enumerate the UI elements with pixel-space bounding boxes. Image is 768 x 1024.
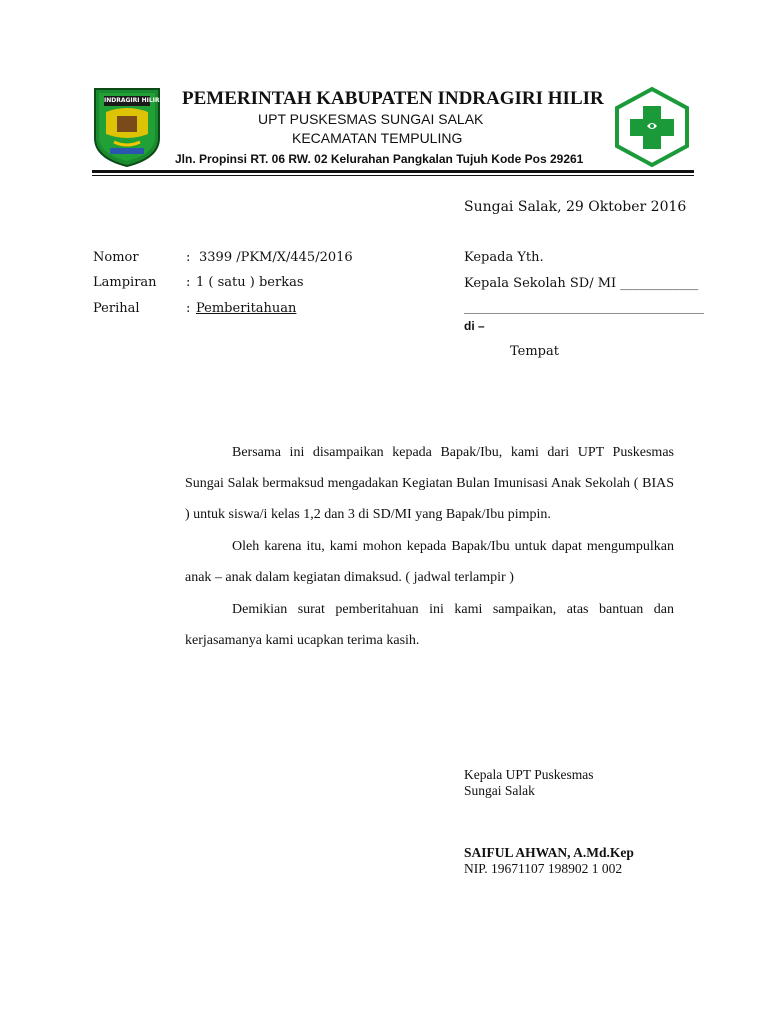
recipient-place: Tempat <box>510 344 559 359</box>
recipient-blank: ________________________________________ <box>464 300 704 314</box>
recipient-di: di – <box>464 319 485 333</box>
meta-value-perihal: Pemberitahuan <box>196 301 297 316</box>
recipient-greeting: Kepada Yth. <box>464 250 544 265</box>
body-paragraph-3: Demikian surat pemberitahuan ini kami sampaikan, atas bantuan dan kerjasamanya kami ucapkan terima kasih. <box>185 602 674 648</box>
signature-role-1: Kepala UPT Puskesmas <box>464 767 594 782</box>
letterhead-unit: UPT PUSKESMAS SUNGAI SALAK <box>258 111 484 127</box>
puskesmas-logo <box>614 86 690 168</box>
signature-name: SAIFUL AHWAN, A.Md.Kep <box>464 845 634 860</box>
body-paragraph-2: Oleh karena itu, kami mohon kepada Bapak/Ibu untuk dapat mengumpulkan anak – anak dalam kegiatan dimaksud. ( jadwal terlampir ) <box>185 539 674 585</box>
meta-label-nomor: Nomor <box>93 250 139 265</box>
meta-label-lampiran: Lampiran <box>93 275 157 290</box>
meta-colon: : <box>186 301 191 316</box>
letterhead-address: Jln. Propinsi RT. 06 RW. 02 Kelurahan Pangkalan Tujuh Kode Pos 29261 <box>175 152 584 166</box>
letterhead-title: PEMERINTAH KABUPATEN INDRAGIRI HILIR <box>182 88 604 109</box>
letterhead-district: KECAMATAN TEMPULING <box>292 130 463 146</box>
letter-date: Sungai Salak, 29 Oktober 2016 <box>464 199 687 215</box>
header-rule-thin <box>92 175 694 176</box>
recipient-title: Kepala Sekolah SD/ MI ____________ <box>464 276 699 291</box>
meta-value-nomor: 3399 /PKM/X/445/2016 <box>199 250 353 265</box>
meta-colon: : <box>186 250 191 265</box>
body-paragraph-1: Bersama ini disampaikan kepada Bapak/Ibu, kami dari UPT Puskesmas Sungai Salak bermaksud mengadakan Kegiatan Bulan Imunisasi Anak Sekolah ( BIAS ) untuk siswa/i kelas 1,2 dan 3 di SD/MI yang Bapak/Ibu pimpin. <box>185 445 674 522</box>
meta-colon: : <box>186 275 191 290</box>
meta-value-lampiran: 1 ( satu ) berkas <box>196 275 304 290</box>
header-rule-thick <box>92 170 694 173</box>
signature-role-2: Sungai Salak <box>464 783 535 798</box>
meta-label-perihal: Perihal <box>93 301 140 316</box>
signature-nip: NIP. 19671107 198902 1 002 <box>464 861 623 876</box>
logo-banner-text: INDRAGIRI HILIR <box>104 97 160 104</box>
